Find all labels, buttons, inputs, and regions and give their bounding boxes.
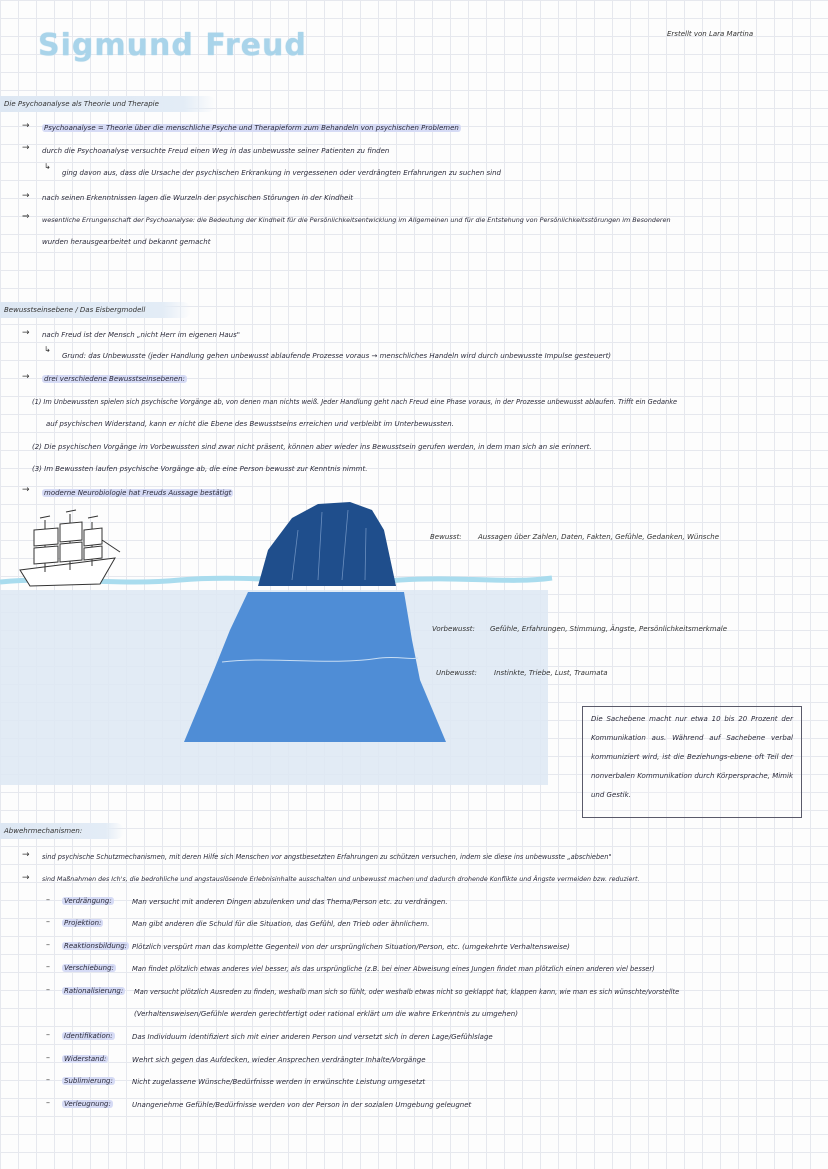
text-line: wurden herausgearbeitet und bekannt gemacht: [42, 238, 211, 246]
highlight-term: Widerstand:: [64, 1055, 107, 1063]
iceberg-tip: [258, 502, 396, 586]
label-unbewusst: Unbewusst:: [436, 669, 477, 677]
term-label: [62, 1032, 115, 1040]
highlight-text: drei verschiedene Bewusstseinsebenen:: [44, 375, 185, 383]
bullet-dash: –: [46, 962, 50, 971]
text-line: (1) Im Unbewussten spielen sich psychische Vorgänge ab, von denen man nichts weiß. Jeder Handlung geht nach Freud eine Phase voraus, in der Prozesse unbewusst ablaufen. Trifft ein Gedanke: [32, 398, 678, 406]
term-label: [62, 987, 125, 995]
text-line: nach seinen Erkenntnissen lagen die Wurzeln der psychischen Störungen in der Kindheit: [42, 194, 354, 202]
term-description: Man versucht mit anderen Dingen abzulenken und das Thema/Person etc. zu verdrängen.: [132, 898, 448, 906]
term-label: [62, 1077, 115, 1085]
text-vorbewusst: Gefühle, Erfahrungen, Stimmung, Ängste, Persönlichkeitsmerkmale: [490, 625, 728, 633]
arrow-icon: →: [22, 850, 30, 860]
text-line: sind Maßnahmen des Ich's, die bedrohliche und angstauslösende Erlebnisinhalte ausschalten und unbewusst machen und dadurch drohende Konflikte und Ängste vermeiden bzw. reduziert.: [42, 876, 640, 883]
bullet-dash: –: [46, 1030, 50, 1039]
term-label: [62, 1055, 108, 1063]
label-vorbewusst: Vorbewusst:: [432, 625, 475, 633]
text-bewusst: Aussagen über Zahlen, Daten, Fakten, Gefühle, Gedanken, Wünsche: [478, 533, 720, 541]
section-title-psychoanalyse: Die Psychoanalyse als Theorie und Therapie: [0, 96, 216, 112]
term-description: Nicht zugelassene Wünsche/Bedürfnisse werden in erwünschte Leistung umgesetzt: [132, 1078, 426, 1086]
highlight-text: Psychoanalyse = Theorie über die menschliche Psyche und Therapieform zum Behandeln von psychischen Problemen: [44, 124, 459, 132]
text-line: durch die Psychoanalyse versuchte Freud einen Weg in das unbewusste seiner Patienten zu finden: [42, 147, 390, 155]
arrow-icon: →: [22, 121, 30, 131]
section-title-abwehrmechanismen: Abwehrmechanismen:: [0, 823, 124, 839]
sailing-ship-icon: [20, 510, 120, 586]
term-description: Unangenehme Gefühle/Bedürfnisse werden von der Person in der sozialen Umgebung geleugnet: [132, 1101, 472, 1109]
text-line: (2) Die psychischen Vorgänge im Vorbewussten sind zwar nicht präsent, können aber wieder ins Bewusstsein gerufen werden, in dem man sich an sie erinnert.: [32, 443, 592, 451]
author-note: Erstellt von Lara Martina: [667, 30, 754, 38]
term-label: [62, 942, 129, 950]
return-arrow-icon: ↳: [44, 162, 51, 171]
bullet-dash: –: [46, 895, 50, 904]
text-line: Grund: das Unbewusste (jeder Handlung gehen unbewusst ablaufende Prozesse voraus → menschliches Handeln wird durch unbewusste Impulse gesteuert): [62, 352, 612, 360]
term-label: [62, 897, 114, 905]
arrow-icon: →: [22, 328, 30, 338]
term-description-cont: (Verhaltensweisen/Gefühle werden gerechtfertigt oder rational erklärt um die wahre Erkenntnis zu umgehen): [134, 1010, 518, 1018]
return-arrow-icon: ↳: [44, 345, 51, 354]
arrow-icon: →: [22, 191, 30, 201]
arrow-icon: →: [22, 143, 30, 153]
highlight-term: Projektion:: [64, 919, 102, 927]
highlight-term: Verschiebung:: [64, 964, 114, 972]
term-label: [62, 919, 103, 927]
term-description: Wehrt sich gegen das Aufdecken, wieder Ansprechen verdrängter Inhalte/Vorgänge: [132, 1056, 426, 1064]
highlight-term: Reaktionsbildung:: [64, 942, 128, 950]
info-box: Die Sachebene macht nur etwa 10 bis 20 Prozent der Kommunikation aus. Während auf Sachebene verbal kommuniziert wird, ist die Beziehungs-ebene oft Teil der nonverbalen Kommunikation durch Körpersprache, Mimik und Gestik.: [582, 706, 802, 818]
term-label: [62, 964, 116, 972]
highlight-term: Rationalisierung:: [64, 987, 124, 995]
text-line: [42, 123, 461, 133]
page-title: Sigmund Freud: [38, 28, 307, 63]
highlight-text: moderne Neurobiologie hat Freuds Aussage bestätigt: [44, 489, 232, 497]
bullet-dash: –: [46, 1075, 50, 1084]
iceberg-illustration: [0, 500, 560, 790]
term-description: Plötzlich verspürt man das komplette Gegenteil von der ursprünglichen Situation/Person, etc. (umgekehrte Verhaltensweise): [132, 943, 570, 951]
bullet-dash: –: [46, 1053, 50, 1062]
bullet-dash: –: [46, 917, 50, 926]
highlight-term: Verleugnung:: [64, 1100, 111, 1108]
term-description: Man findet plötzlich etwas anderes viel besser, als das ursprüngliche (z.B. bei einer Abweisung eines Jungen findet man plötzlich einen anderen viel besser): [132, 965, 655, 973]
text-line: ging davon aus, dass die Ursache der psychischen Erkrankung in vergessenen oder verdrängten Erfahrungen zu suchen sind: [62, 169, 501, 177]
term-description: Man gibt anderen die Schuld für die Situation, das Gefühl, den Trieb oder ähnlichem.: [132, 920, 430, 928]
arrow-icon: →: [22, 485, 30, 495]
section-title-eisbergmodell: Bewusstseinsebene / Das Eisbergmodell: [0, 302, 191, 318]
text-unbewusst: Instinkte, Triebe, Lust, Traumata: [494, 669, 608, 677]
term-description: Man versucht plötzlich Ausreden zu finden, weshalb man sich so fühlt, oder weshalb etwas nicht so geklappt hat, klappen kann, wie man es sich wünschte/vorstellte: [134, 988, 680, 996]
double-arrow-icon: ⇒: [22, 212, 30, 222]
text-line: nach Freud ist der Mensch „nicht Herr im eigenen Haus": [42, 331, 240, 339]
text-line: sind psychische Schutzmechanismen, mit deren Hilfe sich Menschen vor angstbesetzten Erfahrungen zu schützen versuchen, indem sie diese ins unbewusste „abschieben": [42, 853, 612, 861]
bullet-dash: –: [46, 1098, 50, 1107]
arrow-icon: →: [22, 372, 30, 382]
arrow-icon: →: [22, 873, 30, 883]
highlight-term: Identifikation:: [64, 1032, 113, 1040]
text-line: [42, 488, 233, 498]
text-line: auf psychischen Widerstand, kann er nicht die Ebene des Bewusstseins erreichen und verbleibt im Unterbewussten.: [46, 420, 454, 428]
bullet-dash: –: [46, 940, 50, 949]
term-label: [62, 1100, 113, 1108]
label-bewusst: Bewusst:: [430, 533, 462, 541]
text-line: (3) Im Bewussten laufen psychische Vorgänge ab, die eine Person bewusst zur Kenntnis nimmt.: [32, 465, 368, 473]
highlight-term: Verdrängung:: [64, 897, 112, 905]
text-line: [42, 374, 187, 384]
text-line: wesentliche Errungenschaft der Psychoanalyse: die Bedeutung der Kindheit für die Persönlichkeitsentwicklung im Allgemeinen und für die Entstehung von Persönlichkeitsstörungen im Besonderen: [42, 216, 671, 224]
term-description: Das Individuum identifiziert sich mit einer anderen Person und versetzt sich in deren Lage/Gefühlslage: [132, 1033, 493, 1041]
highlight-term: Sublimierung:: [64, 1077, 113, 1085]
bullet-dash: –: [46, 985, 50, 994]
